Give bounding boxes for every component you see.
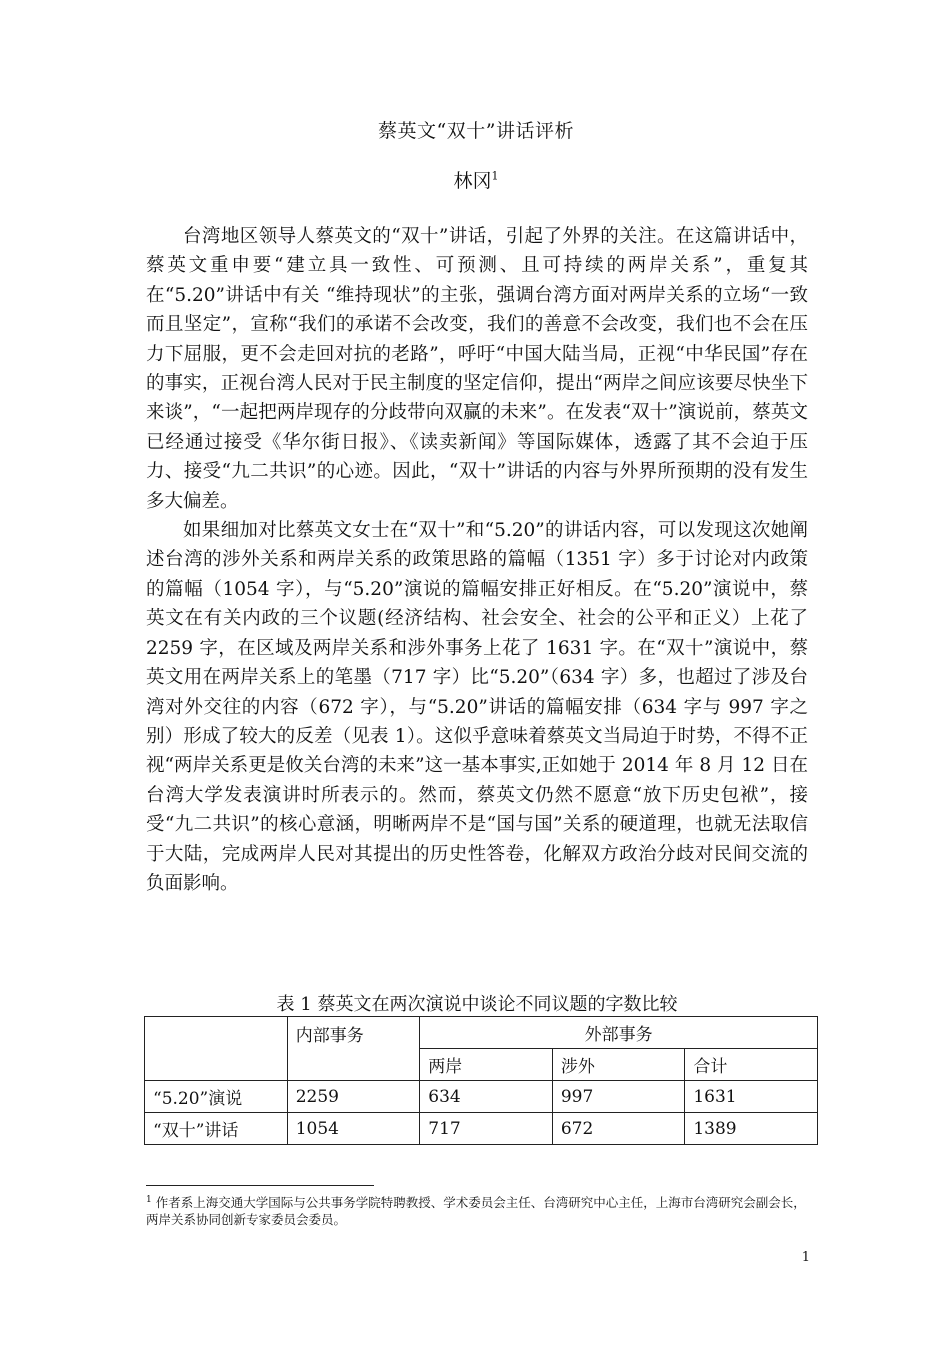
table-corner-cell (145, 1017, 288, 1081)
row-label: “双十”讲话 (145, 1113, 288, 1145)
header-internal: 内部事务 (287, 1017, 420, 1081)
header-cross-strait: 两岸 (420, 1049, 553, 1081)
cell-internal: 1054 (287, 1113, 420, 1145)
author-footnote-mark: 1 (491, 169, 499, 183)
table-header-row (145, 1017, 818, 1049)
article-title: 蔡英文“双十”讲话评析 (378, 120, 574, 142)
paragraph: 如果细加对比蔡英文女士在“双十”和“5.20”的讲话内容，可以发现这次她阐述台湾的涉外关系和两岸关系的政策思路的篇幅（1351 字）多于讨论对内政策的篇幅（1054 字），与“5.20”演说的篇幅安排正好相反。在“5.20”演说中，蔡英文在有关内政的三个议题(经济结构、社会安全、社会的公平和正义）上花了 2259 字，在区域及两岸关系和涉外事务上花了 1631 字。在“双十”演说中，蔡英文用在两岸关系上的笔墨（717 字）比“5.20”（634 字）多，也超过了涉及台湾对外交往的内容（672 字），与“5.20”讲话的篇幅安排（634 字与 997 字之别）形成了较大的反差（见表 1）。这似乎意味着蔡英文当局迫于时势，不得不正视“两岸关系更是攸关台湾的未来”这一基本事实,正如她于 2014 年 8 月 12 日在台湾大学发表演讲时所表示的。然而，蔡英文仍然不愿意“放下历史包袱”，接受“九二共识”的核心意涵，明晰两岸不是“国与国”关系的硬道理，也就无法取信于大陆，完成两岸人民对其提出的历史性答卷，化解双方政治分歧对民间交流的负面影响。 (146, 520, 808, 894)
table-row (145, 1113, 818, 1145)
cell-foreign: 672 (552, 1113, 685, 1145)
author-line (0, 166, 952, 193)
comparison-table (144, 1016, 818, 1145)
cell-foreign: 997 (552, 1081, 685, 1113)
article-body (146, 222, 808, 898)
cell-total: 1389 (685, 1113, 818, 1145)
author-name: 林冈 (453, 170, 492, 192)
paragraph: 台湾地区领导人蔡英文的“双十”讲话，引起了外界的关注。在这篇讲话中，蔡英文重申要“建立具一致性、可预测、且可持续的两岸关系”，重复其在“5.20”讲话中有关 “维持现状”的主张，强调台湾方面对两岸关系的立场“一致而且坚定”，宣称“我们的承诺不会改变，我们的善意不会改变，我们也不会在压力下屈服，更不会走回对抗的老路”，呼吁“中国大陆当局，正视“中华民国”存在的事实，正视台湾人民对于民主制度的坚定信仰，提出“两岸之间应该要尽快坐下来谈”，“一起把两岸现存的分歧带向双赢的未来”。在发表“双十”演说前，蔡英文已经通过接受《华尔街日报》、《读卖新闻》等国际媒体，透露了其不会迫于压力、接受“九二共识”的心迹。因此，“双十”讲话的内容与外界所预期的没有发生多大偏差。 (146, 226, 808, 512)
header-foreign: 涉外 (552, 1049, 685, 1081)
footnote-divider (146, 1185, 374, 1186)
row-label: “5.20”演说 (145, 1081, 288, 1113)
footnote-mark: 1 (146, 1194, 152, 1205)
cell-cross-strait: 717 (420, 1113, 553, 1145)
cell-cross-strait: 634 (420, 1081, 553, 1113)
cell-total: 1631 (685, 1081, 818, 1113)
table-caption: 表 1 蔡英文在两次演说中谈论不同议题的字数比较 (276, 994, 678, 1015)
header-total: 合计 (685, 1049, 818, 1081)
footnote-text: 作者系上海交通大学国际与公共事务学院特聘教授、学术委员会主任、台湾研究中心主任，上海市台湾研究会副会长，两岸关系协同创新专家委员会委员。 (146, 1195, 806, 1227)
footnote (146, 1194, 808, 1228)
table-row (145, 1081, 818, 1113)
header-external: 外部事务 (420, 1017, 818, 1049)
page-number: 1 (801, 1250, 810, 1265)
cell-internal: 2259 (287, 1081, 420, 1113)
